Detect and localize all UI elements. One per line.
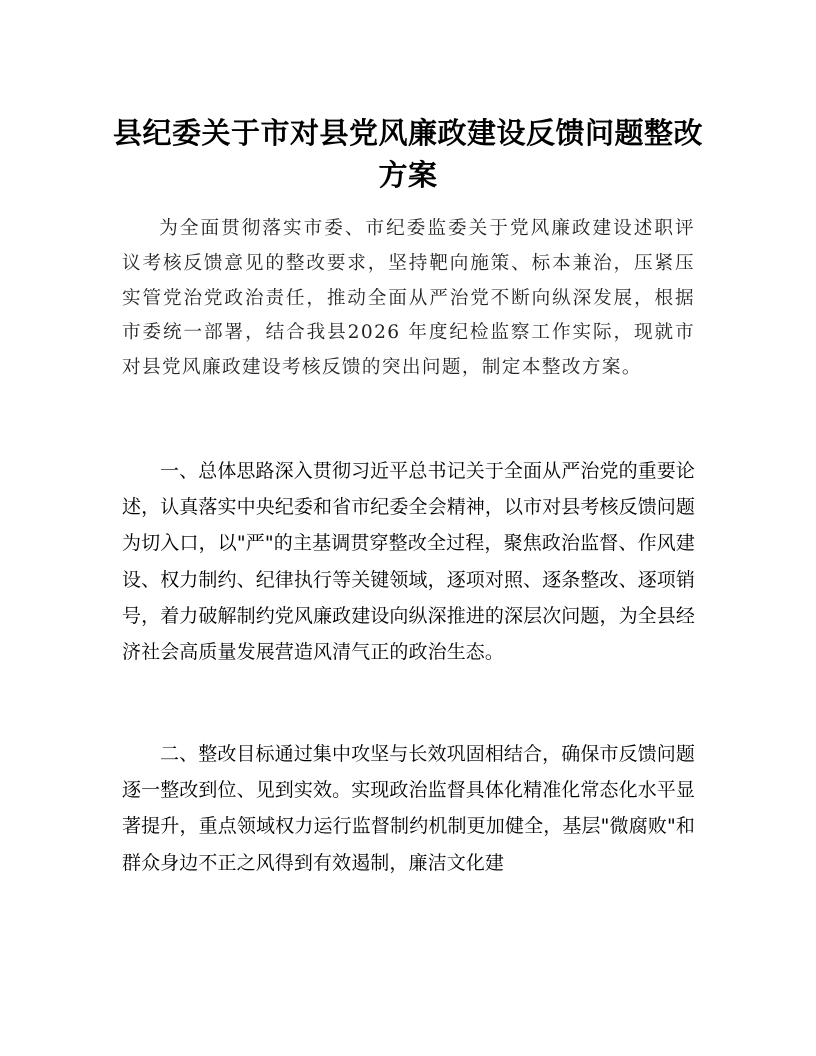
document-title: 县纪委关于市对县党风廉政建设反馈问题整改方案 <box>112 116 703 192</box>
section-rectification-goals: 二、整改目标通过集中攻坚与长效巩固相结合，确保市反馈问题逐一整改到位、见到实效。实现政治监督具体化精准化常态化水平显著提升，重点领域权力运行监督制约机制更加健全，基层"微腐败"和群众身边不正之风得到有效遏制，廉洁文化建 <box>122 743 696 874</box>
section-overall-approach: 一、总体思路深入贯彻习近平总书记关于全面从严治党的重要论述，认真落实中央纪委和省市纪委全会精神，以市对县考核反馈问题为切入口，以"严"的主基调贯穿整改全过程，聚焦政治监督、作风建设、权力制约、纪律执行等关键领域，逐项对照、逐条整改、逐项销号，着力破解制约党风廉政建设向纵深推进的深层次问题，为全县经济社会高质量发展营造风清气正的政治生态。 <box>122 460 696 664</box>
intro-paragraph: 为全面贯彻落实市委、市纪委监委关于党风廉政建设述职评议考核反馈意见的整改要求，坚持靶向施策、标本兼治，压紧压实管党治党政治责任，推动全面从严治党不断向纵深发展，根据市委统一部署，结合我县2026 年度纪检监察工作实际，现就市对县党风廉政建设考核反馈的突出问题，制定本整改方案。 <box>122 218 695 379</box>
